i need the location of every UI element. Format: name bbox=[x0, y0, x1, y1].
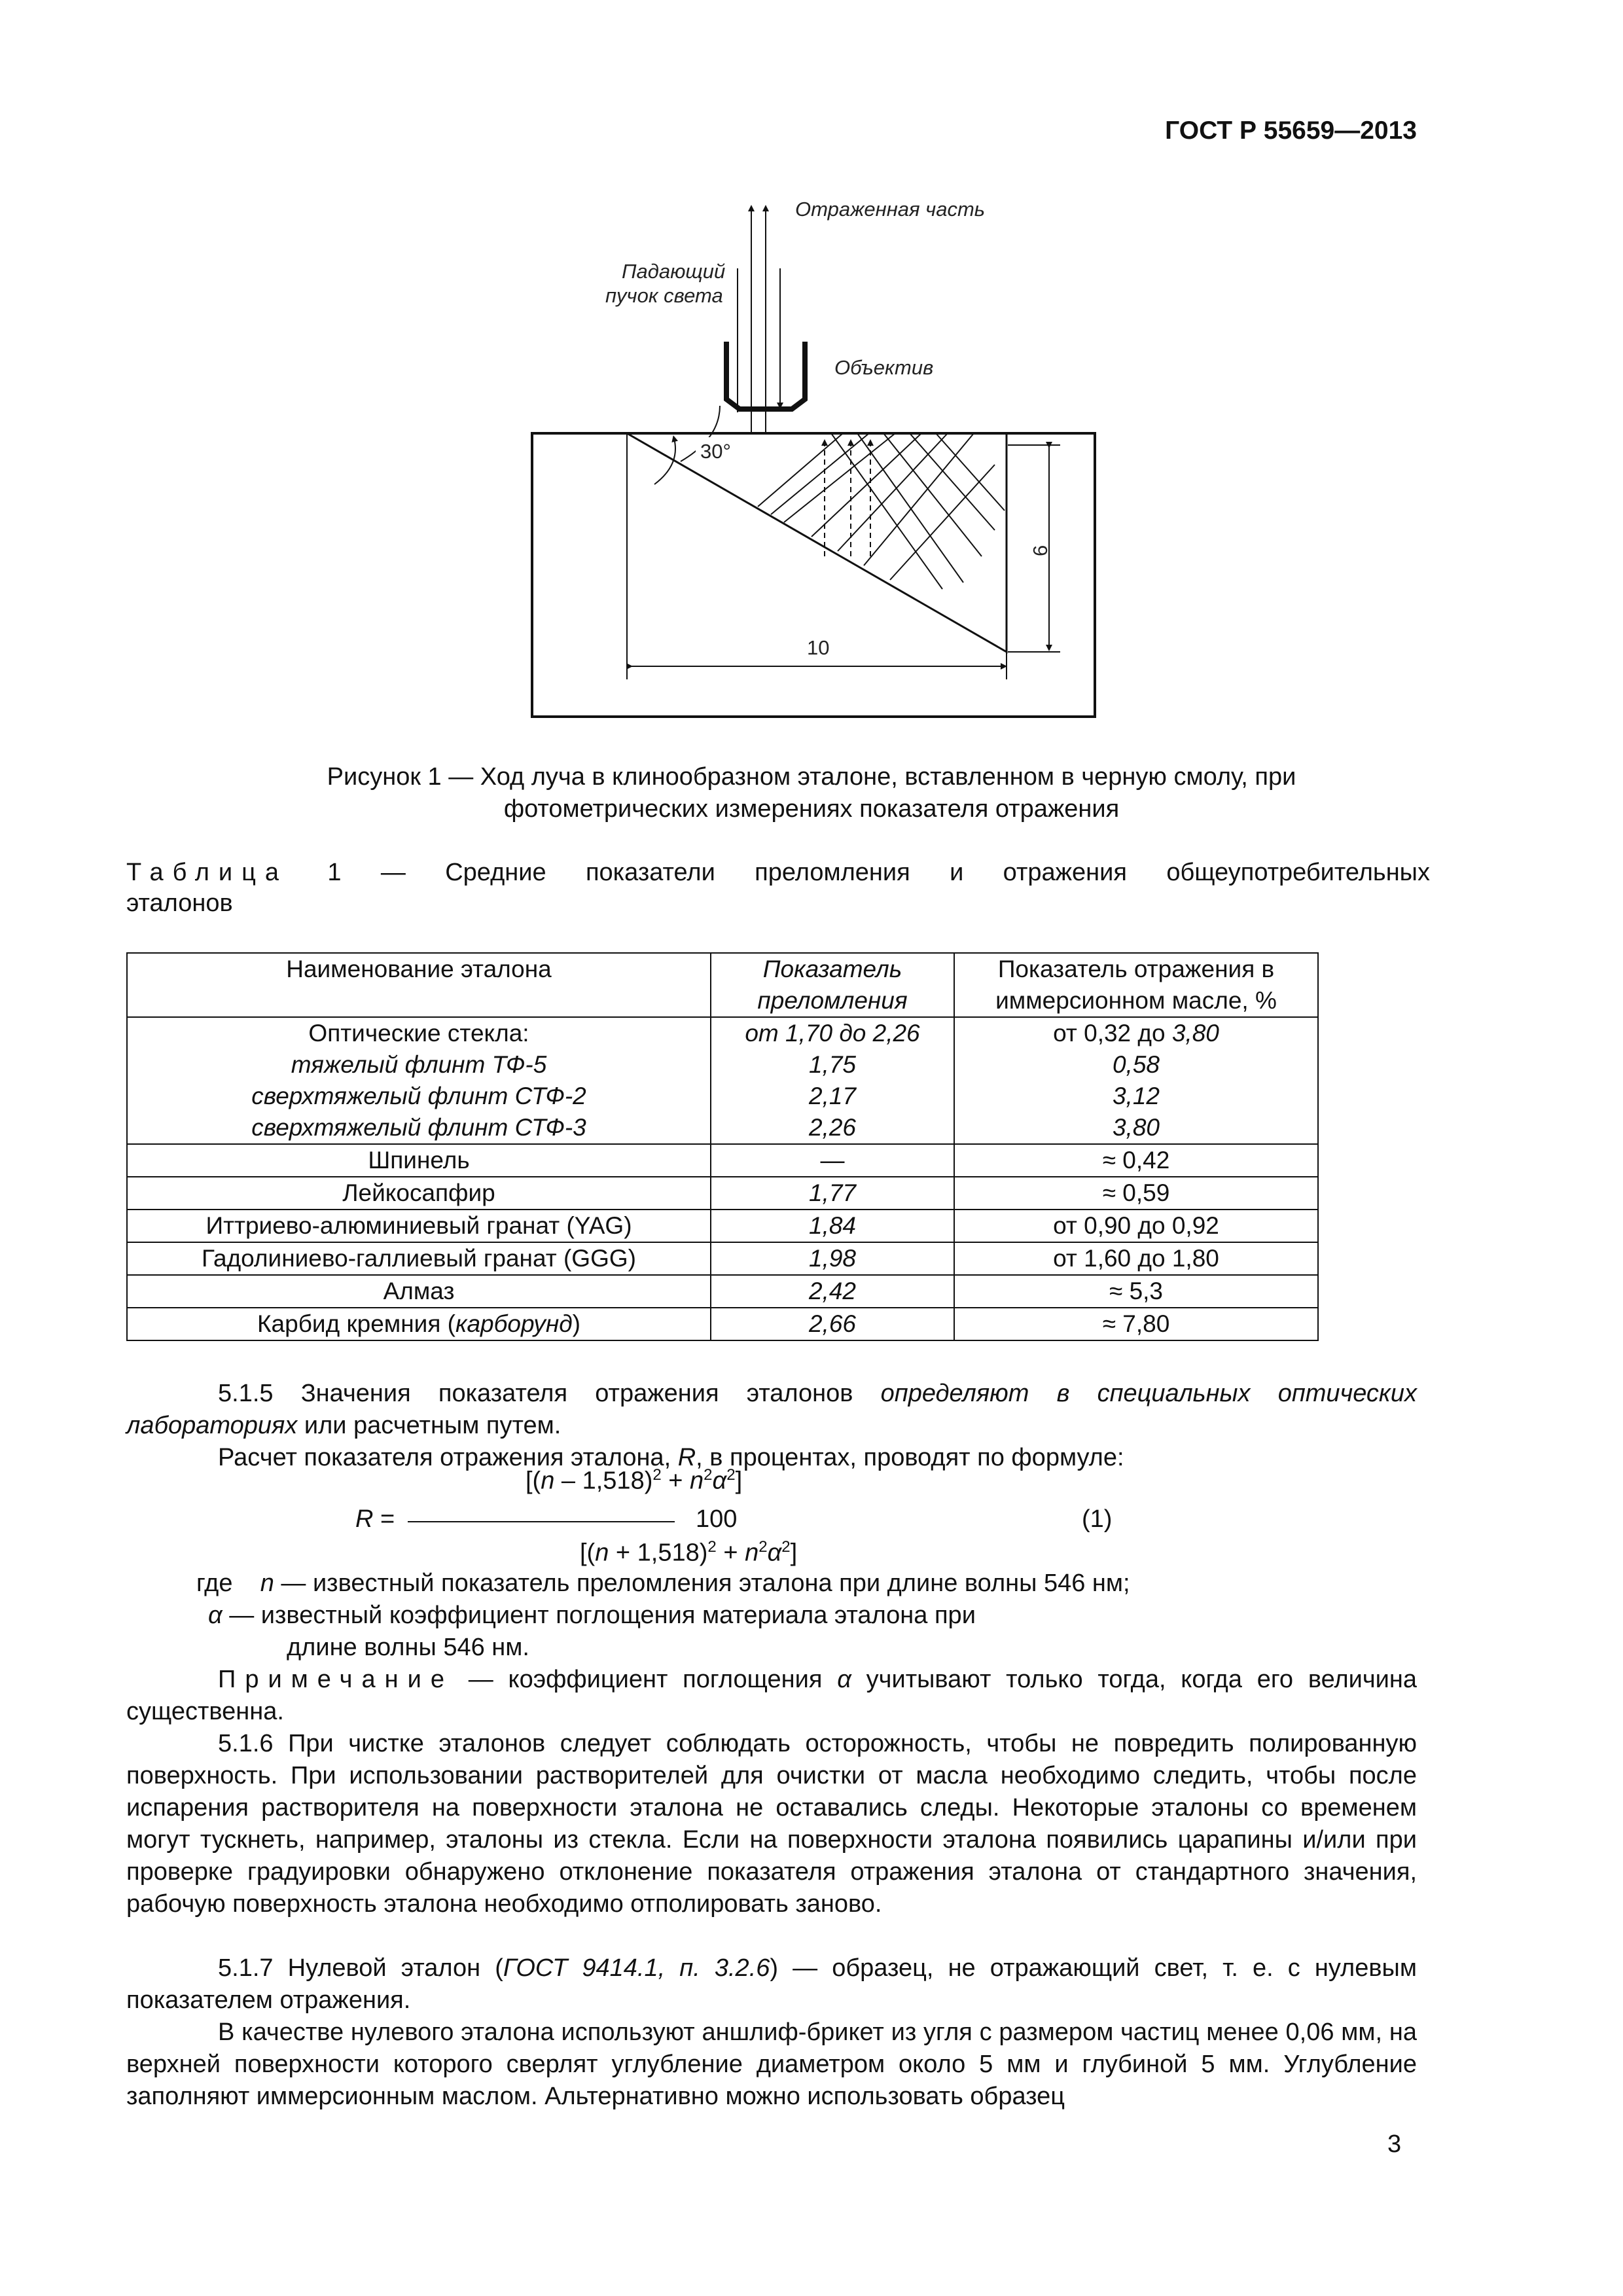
row-name: Гадолиниево-галлиевый гранат (GGG) bbox=[127, 1242, 711, 1275]
glass-n-0: от 1,70 до 2,26 bbox=[745, 1020, 920, 1047]
header-reflection-1: Показатель отражения в bbox=[997, 956, 1275, 982]
table-header-row bbox=[127, 953, 1318, 1017]
row-name bbox=[127, 1308, 711, 1340]
caption-line-2: фотометрических измерениях показателя отражения bbox=[503, 795, 1120, 823]
where-n-var: n bbox=[260, 1570, 274, 1597]
where-n bbox=[196, 1568, 1417, 1600]
glass-refraction bbox=[711, 1017, 954, 1144]
resin-block bbox=[532, 433, 1095, 717]
row-r: ≈ 5,3 bbox=[954, 1275, 1318, 1308]
glass-name-2: сверхтяжелый флинт СТФ-2 bbox=[251, 1083, 586, 1109]
where-a-text: — известный коэффициент поглощения материала эталона при bbox=[222, 1602, 976, 1629]
figure-caption bbox=[196, 761, 1427, 825]
glass-names bbox=[127, 1017, 711, 1144]
row-r: от 1,60 до 1,80 bbox=[954, 1242, 1318, 1275]
row-n: 2,42 bbox=[711, 1275, 954, 1308]
table-row bbox=[127, 1210, 1318, 1242]
glass-r-0 bbox=[961, 1018, 1311, 1049]
where-alpha bbox=[208, 1600, 1417, 1632]
header-reflection bbox=[954, 953, 1318, 1017]
paragraph-5-1-6: 5.1.6 При чистке эталонов следует соблюдать осторожность, чтобы не повредить полированную поверхность. При использовании растворителей для очистки от масла необходимо следить, чтобы после испарения растворителя на поверхности эталона не оставались следы. Некоторые эталоны со временем могут тускнеть, например, эталоны из стекла. Если на поверхности эталона появились царапины и/или при проверке градуировки обнаружено отклонение показателя отражения эталона от стандартного значения, рабочую поверхность эталона необходимо отполировать заново. bbox=[126, 1730, 1417, 1918]
header-name: Наименование эталона bbox=[127, 953, 711, 1017]
row-n: 1,77 bbox=[711, 1177, 954, 1210]
glass-name-3: сверхтяжелый флинт СТФ-3 bbox=[251, 1114, 586, 1141]
row-name-prefix: Карбид кремния ( bbox=[257, 1310, 455, 1337]
p517-prefix: 5.1.7 Нулевой эталон ( bbox=[218, 1954, 503, 1982]
p2-suffix: , в процентах, проводят по формуле: bbox=[696, 1444, 1124, 1471]
paragraph-5-1-7 bbox=[126, 1952, 1417, 2017]
header-refraction bbox=[711, 953, 954, 1017]
document-header: ГОСТ Р 55659—2013 bbox=[1165, 117, 1417, 145]
dim-height-label: 6 bbox=[1029, 545, 1052, 556]
row-n: — bbox=[711, 1144, 954, 1177]
where-n-text: — известный показатель преломления эталона при длине волны 546 нм; bbox=[274, 1570, 1130, 1597]
header-refraction-2: преломления bbox=[757, 987, 908, 1014]
glass-r-1: 0,58 bbox=[1112, 1051, 1160, 1078]
note-text-b: учитывают только тогда, когда его величина существенна. bbox=[126, 1666, 1417, 1725]
glass-r-0-value: 3,80 bbox=[1171, 1020, 1219, 1047]
note-label: Примечание bbox=[218, 1666, 454, 1693]
row-name-italic: карборунд bbox=[455, 1310, 573, 1337]
table-title-label: Таблица bbox=[126, 859, 288, 886]
caption-line-1: Рисунок 1 — Ход луча в клинообразном эталоне, вставленном в черную смолу, при bbox=[327, 763, 1296, 791]
label-incident-2: пучок света bbox=[605, 284, 723, 307]
glass-r-2: 3,12 bbox=[1112, 1083, 1160, 1109]
row-r: ≈ 7,80 bbox=[954, 1308, 1318, 1340]
glass-reflection bbox=[954, 1017, 1318, 1144]
glass-n-1: 1,75 bbox=[808, 1051, 856, 1078]
table-row bbox=[127, 1144, 1318, 1177]
note bbox=[126, 1664, 1417, 1728]
table-title-text: 1 — Средние показатели преломления и отражения общеупотребительных bbox=[327, 859, 1430, 886]
note-text-a: — коэффициент поглощения bbox=[453, 1666, 838, 1693]
paragraph-zero-standard: В качестве нулевого эталона используют аншлиф-брикет из угля с размером частиц менее 0,06 мм, на верхней поверхности которого сверлят углубление диаметром около 5 мм и глубиной 5 мм. Углубление заполняют иммерсионным маслом. Альтернативно можно использовать образец bbox=[126, 2018, 1417, 2110]
paragraph-5-1-5 bbox=[126, 1378, 1417, 1442]
where-word: где bbox=[196, 1570, 233, 1597]
table-row bbox=[127, 1308, 1318, 1340]
p2-prefix: Расчет показателя отражения эталона, bbox=[218, 1444, 678, 1471]
header-reflection-2: иммерсионном масле, % bbox=[995, 987, 1277, 1014]
table-row bbox=[127, 1242, 1318, 1275]
p515-suffix: или расчетным путем. bbox=[297, 1412, 562, 1439]
label-reflected: Отраженная часть bbox=[795, 198, 986, 221]
beam-lines bbox=[738, 208, 780, 433]
reference-table bbox=[126, 952, 1319, 1341]
table-row bbox=[127, 1177, 1318, 1210]
row-name: Шпинель bbox=[127, 1144, 711, 1177]
p517-ref: ГОСТ 9414.1, п. 3.2.6 bbox=[503, 1954, 770, 1982]
formula-factor: 100 bbox=[696, 1505, 738, 1533]
row-n: 1,98 bbox=[711, 1242, 954, 1275]
formula-lhs: R = bbox=[355, 1505, 395, 1533]
glass-r-0-prefix: от 0,32 до bbox=[1053, 1020, 1172, 1047]
row-r: от 0,90 до 0,92 bbox=[954, 1210, 1318, 1242]
formula-fraction-bar bbox=[408, 1521, 675, 1522]
row-n: 1,84 bbox=[711, 1210, 954, 1242]
glass-n-3: 2,26 bbox=[808, 1114, 856, 1141]
formula-number: (1) bbox=[1082, 1505, 1113, 1533]
p515-prefix: 5.1.5 Значения показателя отражения эталонов bbox=[218, 1380, 881, 1407]
formula-denominator: $[(n + 1,518)^2 + n^2\alpha^2]$ bbox=[580, 1538, 798, 1567]
label-objective: Объектив bbox=[834, 356, 934, 379]
row-r: ≈ 0,42 bbox=[954, 1144, 1318, 1177]
table-row bbox=[127, 1275, 1318, 1308]
note-alpha: α bbox=[837, 1666, 851, 1693]
row-r: ≈ 0,59 bbox=[954, 1177, 1318, 1210]
row-name: Лейкосапфир bbox=[127, 1177, 711, 1210]
figure-wedge-diagram bbox=[524, 190, 1113, 726]
formula-numerator: $[(n - 1,518)^2 + n^2\alpha^2]$ bbox=[526, 1466, 743, 1495]
table-row-glass bbox=[127, 1017, 1318, 1144]
glass-n-2: 2,17 bbox=[808, 1083, 856, 1109]
angle-label: 30° bbox=[700, 440, 731, 463]
row-name: Алмаз bbox=[127, 1275, 711, 1308]
p515-italic: определяют в специальных оптических лабораториях bbox=[126, 1380, 1417, 1439]
p517-suffix: ) — образец, не отражающий свет, т. е. с нулевым показателем отражения. bbox=[126, 1954, 1417, 2014]
p2-var: R bbox=[677, 1444, 696, 1471]
wedge-outline bbox=[627, 433, 1007, 652]
ray-hatch bbox=[758, 433, 1005, 589]
reflected-rays bbox=[825, 442, 870, 556]
row-name-suffix: ) bbox=[572, 1310, 580, 1337]
formula-1 bbox=[126, 1466, 1417, 1567]
glass-r-3: 3,80 bbox=[1112, 1114, 1160, 1141]
row-n: 2,66 bbox=[711, 1308, 954, 1340]
table-title bbox=[126, 857, 1430, 888]
glass-name-0: Оптические стекла: bbox=[308, 1020, 529, 1047]
row-name: Иттриево-алюминиевый гранат (YAG) bbox=[127, 1210, 711, 1242]
where-a-var: α bbox=[208, 1602, 223, 1629]
where-alpha-2: длине волны 546 нм. bbox=[287, 1634, 529, 1661]
table-title-line2: эталонов bbox=[126, 889, 233, 917]
page-number: 3 bbox=[1387, 2130, 1402, 2158]
dim-width-label: 10 bbox=[807, 636, 830, 659]
wedge-diagram-svg bbox=[524, 190, 1113, 726]
label-incident-1: Падающий bbox=[622, 260, 726, 283]
glass-name-1: тяжелый флинт ТФ-5 bbox=[291, 1051, 547, 1078]
header-refraction-1: Показатель bbox=[762, 956, 902, 982]
